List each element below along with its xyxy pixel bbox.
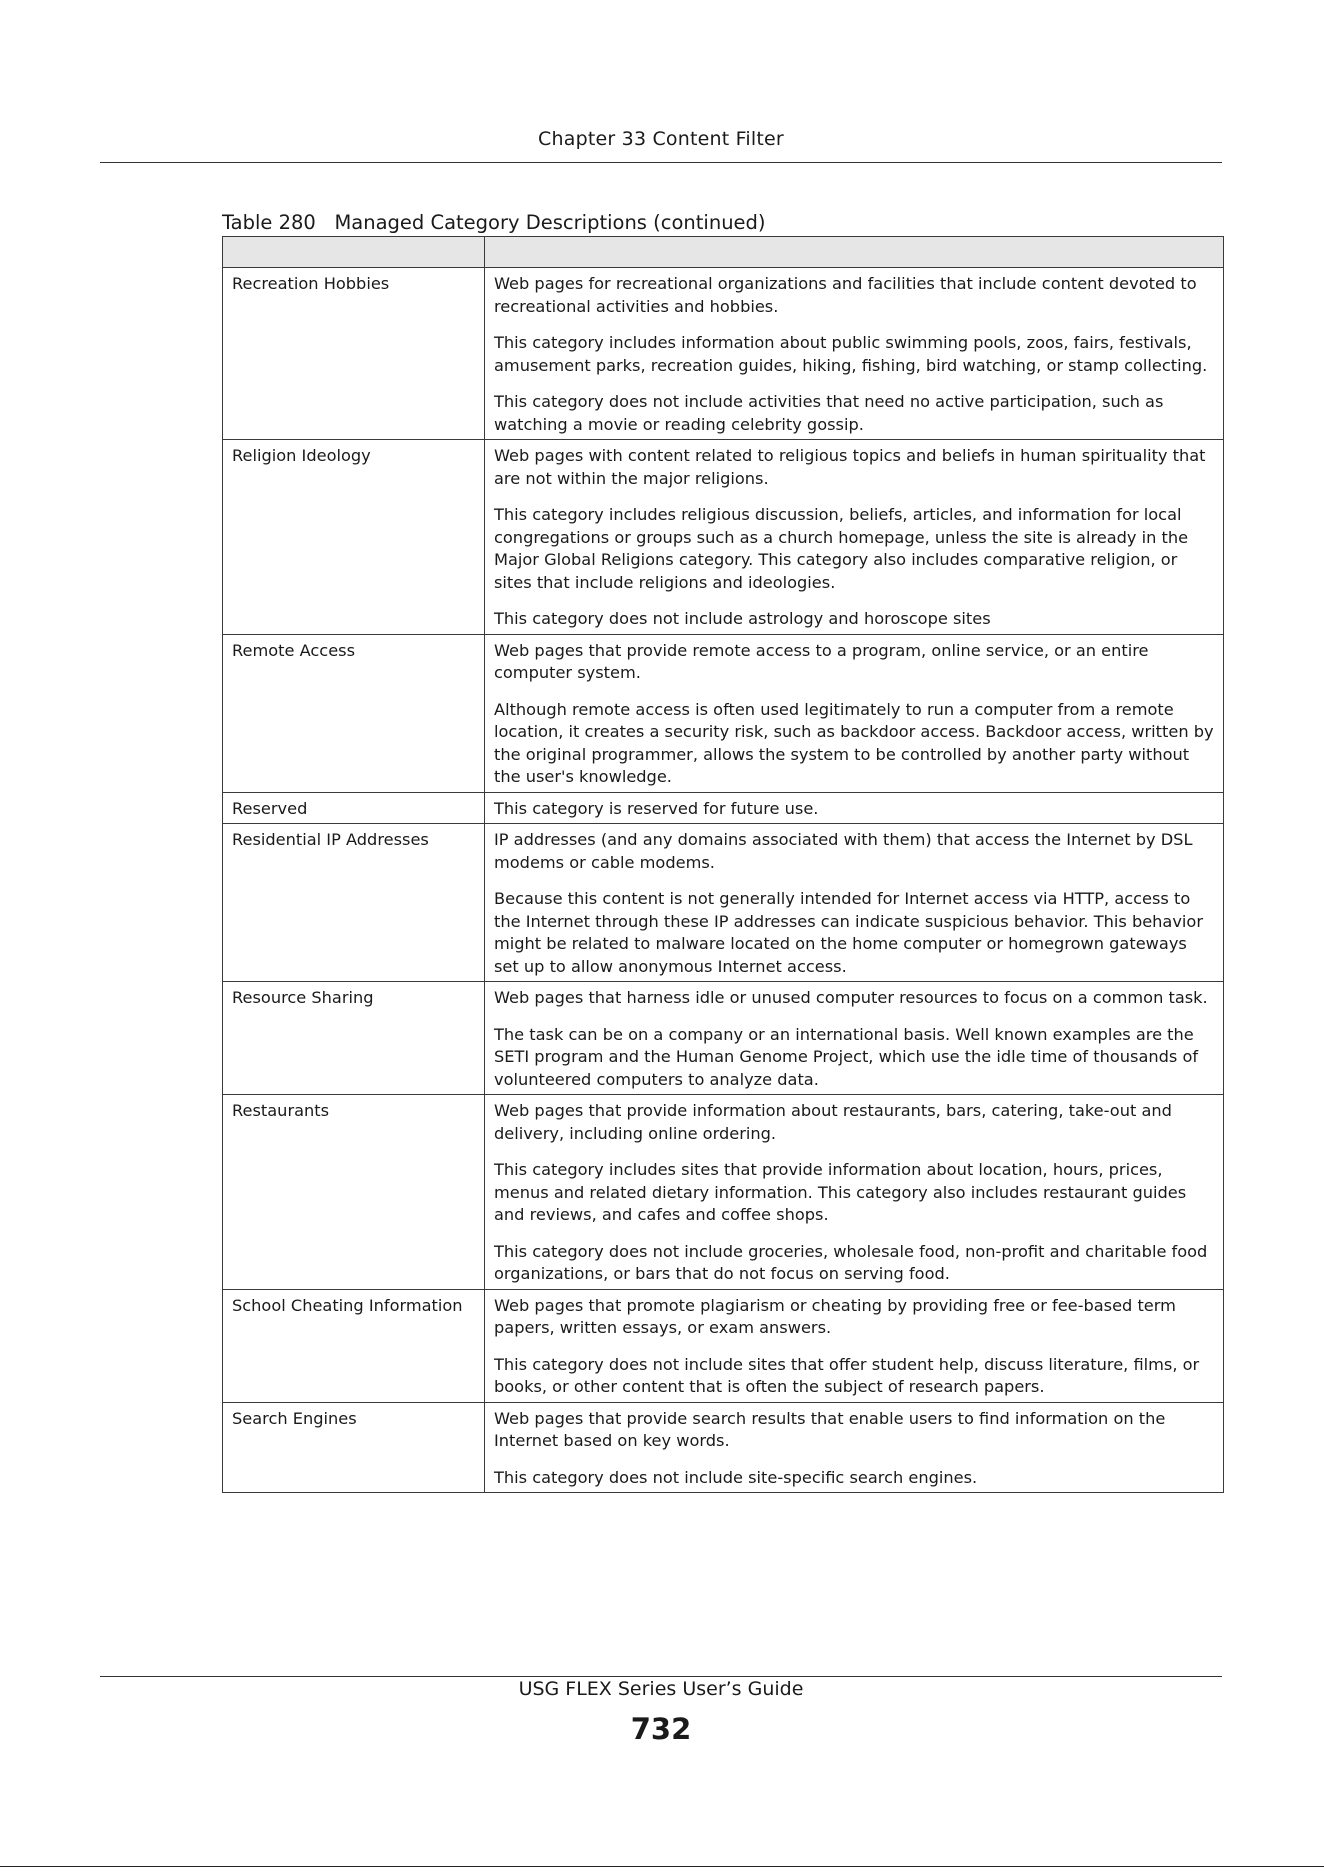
description-paragraph: This category does not include groceries, wholesale food, non-profit and charitable food organizations, or bars that do not focus on serving food. bbox=[494, 1241, 1208, 1283]
category-name-cell: Reserved bbox=[223, 792, 485, 824]
description-paragraph: Because this content is not generally intended for Internet access via HTTP, access to the Internet through these IP addresses can indicate suspicious behavior. This behavior might be related to malware located on the home computer or homegrown gateways set up to allow anonymous Internet access. bbox=[494, 889, 1203, 976]
description-paragraph: The task can be on a company or an international basis. Well known examples are the SETI program and the Human Genome Project, which use the idle time of thousands of volunteered computers to analyze data. bbox=[494, 1024, 1199, 1089]
description-paragraph: This category does not include sites that offer student help, discuss literature, films, or books, or other content that is often the subject of research papers. bbox=[494, 1354, 1200, 1396]
description-paragraph: Web pages for recreational organizations and facilities that include content devoted to recreational activities and hobbies. bbox=[494, 274, 1197, 316]
chapter-header: Chapter 33 Content Filter bbox=[538, 128, 784, 150]
header-cell-description bbox=[485, 237, 1224, 268]
table-row bbox=[223, 1289, 1224, 1402]
description-paragraph: Web pages that provide information about restaurants, bars, catering, take-out and delivery, including online ordering. bbox=[494, 1101, 1172, 1143]
description-paragraph: This category includes information about public swimming pools, zoos, fairs, festivals, amusement parks, recreation guides, hiking, fishing, bird watching, or stamp collecting. bbox=[494, 333, 1208, 375]
description-paragraph: Web pages that provide remote access to a program, online service, or an entire computer system. bbox=[494, 640, 1149, 682]
description-paragraph: Web pages that provide search results that enable users to find information on the Internet based on key words. bbox=[494, 1408, 1166, 1450]
category-name-cell: Recreation Hobbies bbox=[223, 268, 485, 440]
table-body bbox=[223, 268, 1224, 1493]
description-paragraph: Web pages that harness idle or unused computer resources to focus on a common task. bbox=[494, 988, 1208, 1007]
description-paragraph: This category includes religious discussion, beliefs, articles, and information for local congregations or groups such as a church homepage, unless the site is already in the Major Global Religions category. This category also includes comparative religion, or sites that include religions and ideologies. bbox=[494, 505, 1189, 592]
category-description-cell bbox=[485, 792, 1224, 824]
table-row bbox=[223, 268, 1224, 440]
category-description-cell bbox=[485, 634, 1224, 792]
category-name-cell: School Cheating Information bbox=[223, 1289, 485, 1402]
category-name-cell: Religion Ideology bbox=[223, 440, 485, 635]
table-row bbox=[223, 824, 1224, 982]
category-description-cell bbox=[485, 1289, 1224, 1402]
description-paragraph: Although remote access is often used legitimately to run a computer from a remote location, it creates a security risk, such as backdoor access. Backdoor access, written by the original programmer, allows the system to be controlled by another party without the user's knowledge. bbox=[494, 699, 1214, 786]
table-row bbox=[223, 440, 1224, 635]
footer-divider bbox=[100, 1676, 1222, 1677]
table-caption: Table 280 Managed Category Descriptions (continued) bbox=[222, 211, 766, 234]
category-description-cell bbox=[485, 440, 1224, 635]
category-description-cell bbox=[485, 1402, 1224, 1493]
description-paragraph: This category does not include astrology and horoscope sites bbox=[494, 609, 991, 628]
description-paragraph: This category does not include site-specific search engines. bbox=[494, 1467, 978, 1487]
header-cell-category bbox=[223, 237, 485, 268]
table-row bbox=[223, 634, 1224, 792]
guide-title: USG FLEX Series User’s Guide bbox=[518, 1678, 804, 1700]
category-description-cell bbox=[485, 1095, 1224, 1290]
managed-category-table bbox=[222, 236, 1224, 1493]
category-description-cell bbox=[485, 824, 1224, 982]
category-name-cell: Residential IP Addresses bbox=[223, 824, 485, 982]
table-row bbox=[223, 1095, 1224, 1290]
table-row bbox=[223, 792, 1224, 824]
description-paragraph: Web pages with content related to religious topics and beliefs in human spirituality that are not within the major religions. bbox=[494, 446, 1206, 488]
category-description-cell bbox=[485, 268, 1224, 440]
category-description-cell bbox=[485, 982, 1224, 1095]
header-divider bbox=[100, 162, 1222, 163]
description-paragraph: IP addresses (and any domains associated with them) that access the Internet by DSL modems or cable modems. bbox=[494, 830, 1193, 872]
category-name-cell: Restaurants bbox=[223, 1095, 485, 1290]
table-row bbox=[223, 1402, 1224, 1493]
table-row bbox=[223, 982, 1224, 1095]
description-paragraph: This category includes sites that provide information about location, hours, prices, menus and related dietary information. This category also includes restaurant guides and reviews, and cafes and coffee shops. bbox=[494, 1160, 1187, 1224]
page-bottom-edge bbox=[0, 1866, 1324, 1867]
description-paragraph: This category is reserved for future use. bbox=[494, 798, 819, 818]
page-number: 732 bbox=[630, 1712, 692, 1746]
category-name-cell: Remote Access bbox=[223, 634, 485, 792]
category-name-cell: Search Engines bbox=[223, 1402, 485, 1493]
description-paragraph: This category does not include activities that need no active participation, such as watching a movie or reading celebrity gossip. bbox=[494, 392, 1164, 434]
category-name-cell: Resource Sharing bbox=[223, 982, 485, 1095]
table-header-row bbox=[223, 237, 1224, 268]
description-paragraph: Web pages that promote plagiarism or cheating by providing free or fee-based term papers, written essays, or exam answers. bbox=[494, 1295, 1176, 1337]
